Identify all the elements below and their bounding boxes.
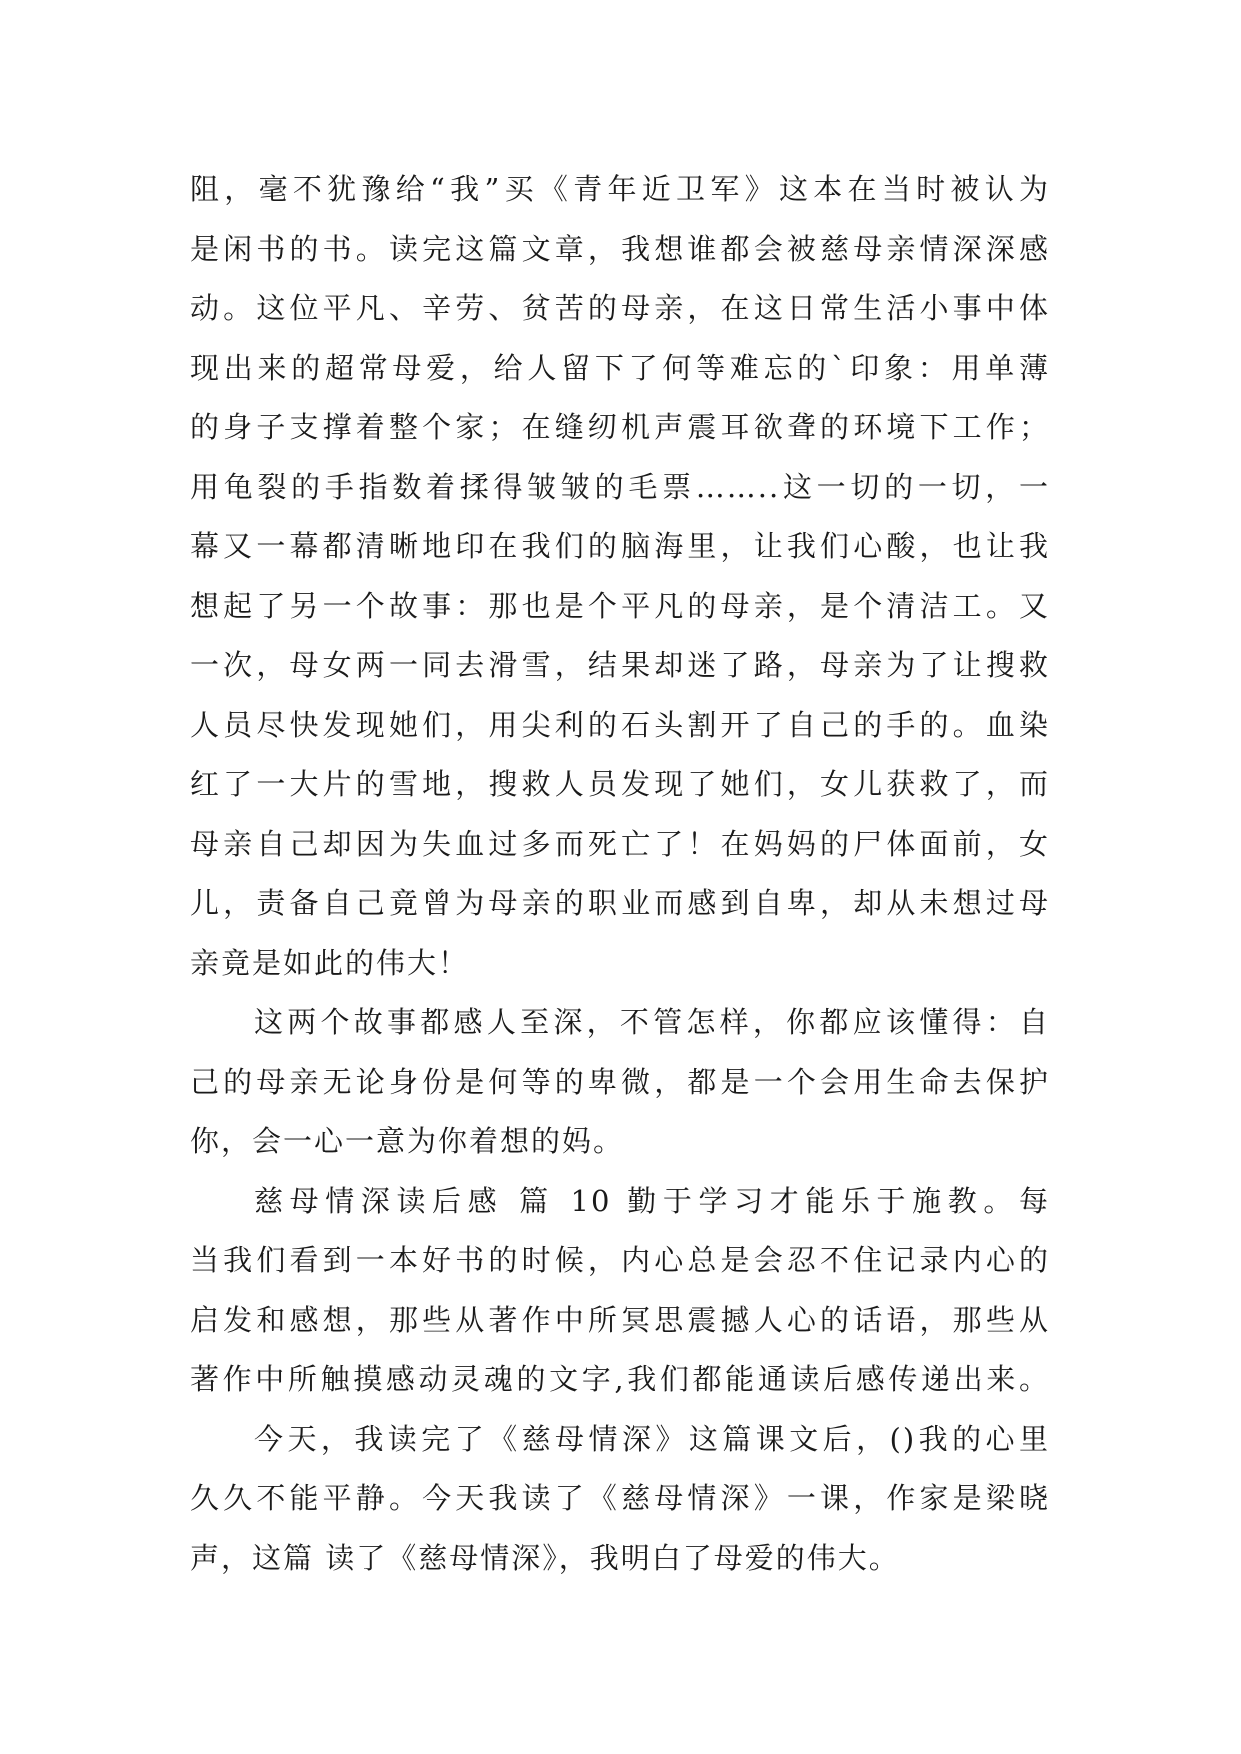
text-line: 启发和感想，那些从著作中所冥思震撼人心的话语，那些从 <box>190 1302 1050 1337</box>
text-line: 用龟裂的手指数着揉得皱皱的毛票……..这一切的一切，一 <box>190 469 1050 504</box>
text-line: 红了一大片的雪地，搜救人员发现了她们，女儿获救了，而 <box>190 767 1050 801</box>
text-line: 你，会一心一意为你着想的妈。 <box>190 1124 625 1158</box>
text-line: 动。这位平凡、辛劳、贫苦的母亲，在这日常生活小事中体 <box>190 291 1050 325</box>
text-line: 母亲自己却因为失血过多而死亡了！在妈妈的尸体面前，女 <box>190 826 1050 861</box>
section-heading-line: 慈母情深读后感 篇 10 勤于学习才能乐于施教。每 <box>254 1183 1050 1218</box>
text-line: 阻，毫不犹豫给“我”买《青年近卫军》这本在当时被认为 <box>190 172 1050 206</box>
text-line: 当我们看到一本好书的时候，内心总是会忍不住记录内心的 <box>190 1243 1050 1277</box>
text-line: 人员尽快发现她们，用尖利的石头割开了自己的手的。血染 <box>190 707 1050 742</box>
text-line: 的身子支撑着整个家；在缝纫机声震耳欲聋的环境下工作； <box>190 410 1050 444</box>
text-line: 己的母亲无论身份是何等的卑微，都是一个会用生命去保护 <box>190 1064 1050 1099</box>
text-line: 著作中所触摸感动灵魂的文字,我们都能通读后感传递出来。 <box>190 1362 1050 1396</box>
text-line: 是闲书的书。读完这篇文章，我想谁都会被慈母亲情深深感 <box>190 231 1050 266</box>
text-line: 一次，母女两一同去滑雪，结果却迷了路，母亲为了让搜救 <box>190 648 1050 682</box>
text-line: 久久不能平静。今天我读了《慈母情深》一课，作家是梁晓 <box>190 1481 1050 1515</box>
text-line: 声，这篇 读了《慈母情深》，我明白了母爱的伟大。 <box>190 1540 900 1575</box>
text-line: 儿，责备自己竟曾为母亲的职业而感到自卑，却从未想过母 <box>190 886 1050 920</box>
text-line: 现出来的超常母爱，给人留下了何等难忘的`印象：用单薄 <box>190 350 1050 385</box>
text-line: 想起了另一个故事：那也是个平凡的母亲，是个清洁工。又 <box>190 588 1050 623</box>
text-line: 幕又一幕都清晰地印在我们的脑海里，让我们心酸，也让我 <box>190 529 1050 563</box>
text-line: 今天，我读完了《慈母情深》这篇课文后，()我的心里 <box>254 1421 1050 1456</box>
text-line: 亲竟是如此的伟大！ <box>190 945 470 980</box>
body-text <box>190 160 1050 1588</box>
text-line: 这两个故事都感人至深，不管怎样，你都应该懂得：自 <box>254 1005 1050 1039</box>
